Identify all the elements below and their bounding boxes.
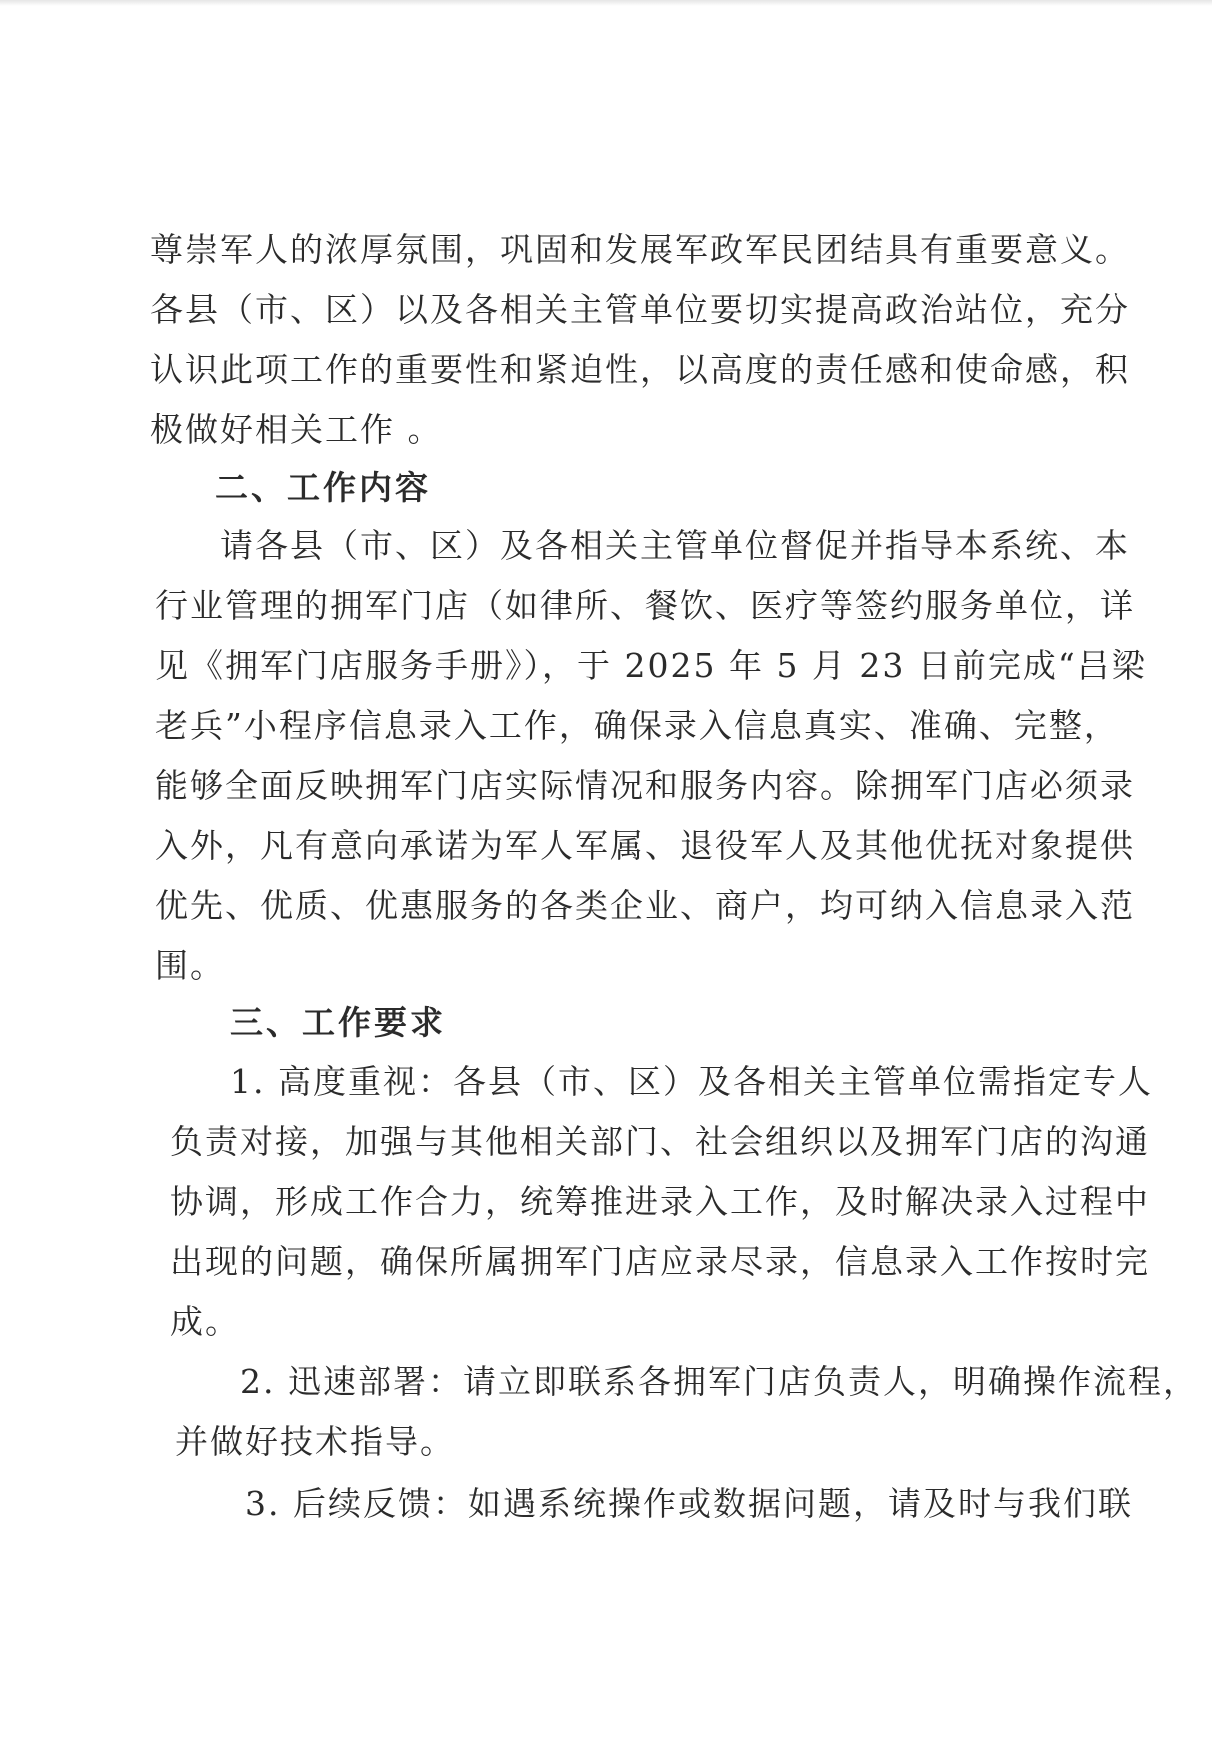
paragraph-line: 2. 迅速部署：请立即联系各拥军门店负责人，明确操作流程， bbox=[240, 1362, 1198, 1401]
paragraph-line: 能够全面反映拥军门店实际情况和服务内容。除拥军门店必须录 bbox=[155, 766, 1135, 805]
paragraph-line: 老兵”小程序信息录入工作，确保录入信息真实、准确、完整， bbox=[155, 706, 1119, 745]
paragraph-line: 尊崇军人的浓厚氛围，巩固和发展军政军民团结具有重要意义。 bbox=[150, 230, 1130, 269]
paragraph-line: 负责对接，加强与其他相关部门、社会组织以及拥军门店的沟通 bbox=[170, 1122, 1150, 1161]
paragraph-line: 优先、优质、优惠服务的各类企业、商户，均可纳入信息录入范 bbox=[155, 886, 1135, 925]
paragraph-line: 1. 高度重视：各县（市、区）及各相关主管单位需指定专人 bbox=[230, 1062, 1153, 1101]
paragraph-line: 认识此项工作的重要性和紧迫性，以高度的责任感和使命感，积 bbox=[150, 350, 1130, 389]
paragraph-line: 入外，凡有意向承诺为军人军属、退役军人及其他优抚对象提供 bbox=[155, 826, 1135, 865]
paragraph-line: 并做好技术指导。 bbox=[175, 1422, 455, 1461]
paragraph-line: 见《拥军门店服务手册》），于 2025 年 5 月 23 日前完成“吕梁 bbox=[155, 646, 1147, 685]
paragraph-line: 极做好相关工作 。 bbox=[150, 410, 443, 449]
paragraph-line: 行业管理的拥军门店（如律所、餐饮、医疗等签约服务单位，详 bbox=[155, 586, 1135, 625]
section-heading-work-content: 二、工作内容 bbox=[215, 468, 431, 507]
paragraph-line: 请各县（市、区）及各相关主管单位督促并指导本系统、本 bbox=[220, 526, 1130, 565]
paragraph-line: 围。 bbox=[155, 946, 225, 985]
paragraph-line: 成。 bbox=[170, 1302, 240, 1341]
section-heading-work-requirements: 三、工作要求 bbox=[230, 1003, 446, 1042]
paragraph-line: 协调，形成工作合力，统筹推进录入工作，及时解决录入过程中 bbox=[170, 1182, 1150, 1221]
scan-top-edge bbox=[0, 0, 1212, 6]
paragraph-line: 3. 后续反馈：如遇系统操作或数据问题，请及时与我们联 bbox=[245, 1484, 1133, 1523]
paragraph-line: 出现的问题，确保所属拥军门店应录尽录，信息录入工作按时完 bbox=[170, 1242, 1150, 1281]
paragraph-line: 各县（市、区）以及各相关主管单位要切实提高政治站位，充分 bbox=[150, 290, 1130, 329]
